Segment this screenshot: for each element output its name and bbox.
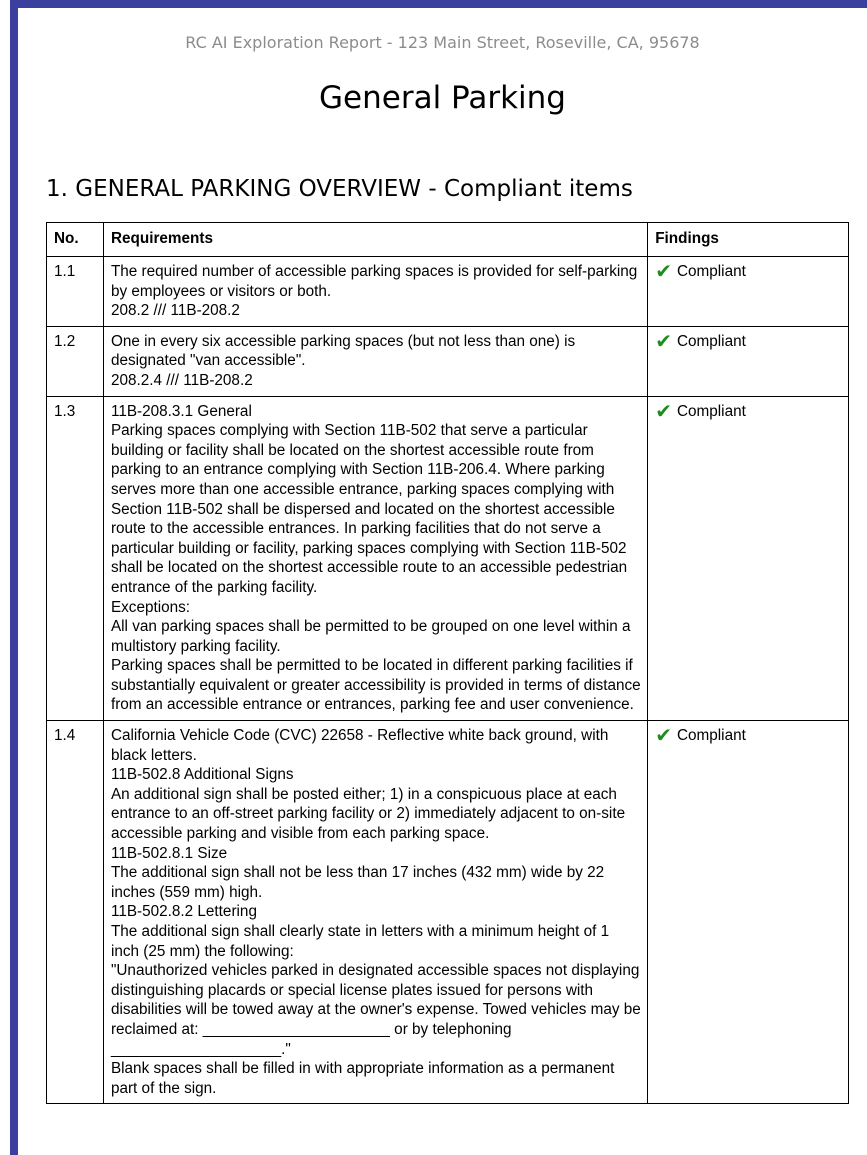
requirement-line: 11B-208.3.1 General xyxy=(110,402,252,420)
requirement-text xyxy=(103,396,647,721)
finding-cell xyxy=(648,721,849,1104)
row-number: 1.1 xyxy=(47,257,104,327)
requirement-line: 11B-502.8 Additional Signs xyxy=(110,766,294,784)
table-row xyxy=(47,326,849,396)
table-body xyxy=(47,257,849,1104)
finding-label: Compliant xyxy=(676,402,746,420)
column-header-requirements: Requirements xyxy=(103,223,647,257)
section-heading: 1. GENERAL PARKING OVERVIEW - Compliant items xyxy=(46,176,633,202)
requirement-line: 11B-502.8.2 Lettering xyxy=(110,903,257,921)
report-header: RC AI Exploration Report - 123 Main Street, Roseville, CA, 95678 xyxy=(185,33,700,52)
finding-cell xyxy=(648,257,849,327)
requirement-line: Exceptions: xyxy=(110,598,191,616)
requirement-line: 208.2 /// 11B-208.2 xyxy=(110,302,240,320)
page-title: General Parking xyxy=(319,80,566,116)
requirement-line: 11B-502.8.1 Size xyxy=(110,844,228,862)
requirement-line: California Vehicle Code (CVC) 22658 - Reflective white back ground, with black letters. xyxy=(110,727,613,764)
column-header-no: No. xyxy=(47,223,104,257)
finding-status xyxy=(655,398,842,423)
requirement-line: Parking spaces complying with Section 11B-502 that serve a particular building or facility shall be located on the shortest accessible route from parking to an entrance complying with Section 11B-206.4. Where parking serves more than one accessible entrance, parking spaces complying with Section 11B-502 shall be dispersed and located on the shortest accessible route to the accessible entrances. In parking facilities that do not serve a particular building or facility, parking spaces complying with Section 11B-502 shall be located on the shortest accessible route to an accessible pedestrian entrance of the parking facility. xyxy=(110,422,632,596)
finding-label: Compliant xyxy=(676,727,746,745)
row-number: 1.3 xyxy=(47,396,104,721)
table-row xyxy=(47,721,849,1104)
row-number: 1.4 xyxy=(47,721,104,1104)
requirement-line: 208.2.4 /// 11B-208.2 xyxy=(110,371,253,389)
finding-status xyxy=(655,723,842,748)
requirement-text xyxy=(103,721,647,1104)
check-icon: ✔ xyxy=(655,398,672,423)
requirement-text xyxy=(103,326,647,396)
table-row xyxy=(47,257,849,327)
requirement-line: One in every six accessible parking spaces (but not less than one) is designated "van accessible". xyxy=(110,332,580,370)
check-icon: ✔ xyxy=(655,259,672,283)
finding-status xyxy=(655,328,842,353)
requirement-line: "Unauthorized vehicles parked in designated accessible spaces not displaying distinguishing placards or special license plates issued for persons with disabilities will be towed away at the owner's expense. Towed vehicles may be reclaimed at: ______________________ or by telephoning ____________________." xyxy=(110,962,646,1058)
requirement-text xyxy=(103,257,647,327)
requirement-line: Blank spaces shall be filled in with appropriate information as a permanent part of the sign. xyxy=(110,1060,619,1097)
page-frame-left-border xyxy=(10,0,18,1155)
row-number: 1.2 xyxy=(47,326,104,396)
requirement-line: Parking spaces shall be permitted to be located in different parking facilities if substantially equivalent or greater accessibility is provided in terms of distance from an accessible entrance or entrances, parking fee and user convenience. xyxy=(110,657,645,714)
check-icon: ✔ xyxy=(655,723,672,748)
check-icon: ✔ xyxy=(655,328,672,353)
finding-cell xyxy=(648,396,849,721)
table-header-row xyxy=(47,223,849,257)
finding-label: Compliant xyxy=(676,263,746,280)
requirement-line: An additional sign shall be posted either; 1) in a conspicuous place at each entrance to an off-street parking facility or 2) immediately adjacent to on-site accessible parking and visible from each parking space. xyxy=(110,785,630,843)
requirements-table xyxy=(46,222,849,1104)
requirement-line: The additional sign shall clearly state in letters with a minimum height of 1 inch (25 mm) the following: xyxy=(110,923,614,960)
page-frame-top-border xyxy=(10,0,867,8)
column-header-findings: Findings xyxy=(648,223,849,257)
requirement-line: All van parking spaces shall be permitted to be grouped on one level within a multistory parking facility. xyxy=(110,618,635,655)
requirement-line: The required number of accessible parking spaces is provided for self-parking by employees or visitors or both. xyxy=(110,263,642,300)
requirement-line: The additional sign shall not be less than 17 inches (432 mm) wide by 22 inches (559 mm) high. xyxy=(110,864,609,901)
finding-label: Compliant xyxy=(676,332,746,350)
finding-status xyxy=(655,259,842,283)
finding-cell xyxy=(648,326,849,396)
table-row xyxy=(47,396,849,721)
